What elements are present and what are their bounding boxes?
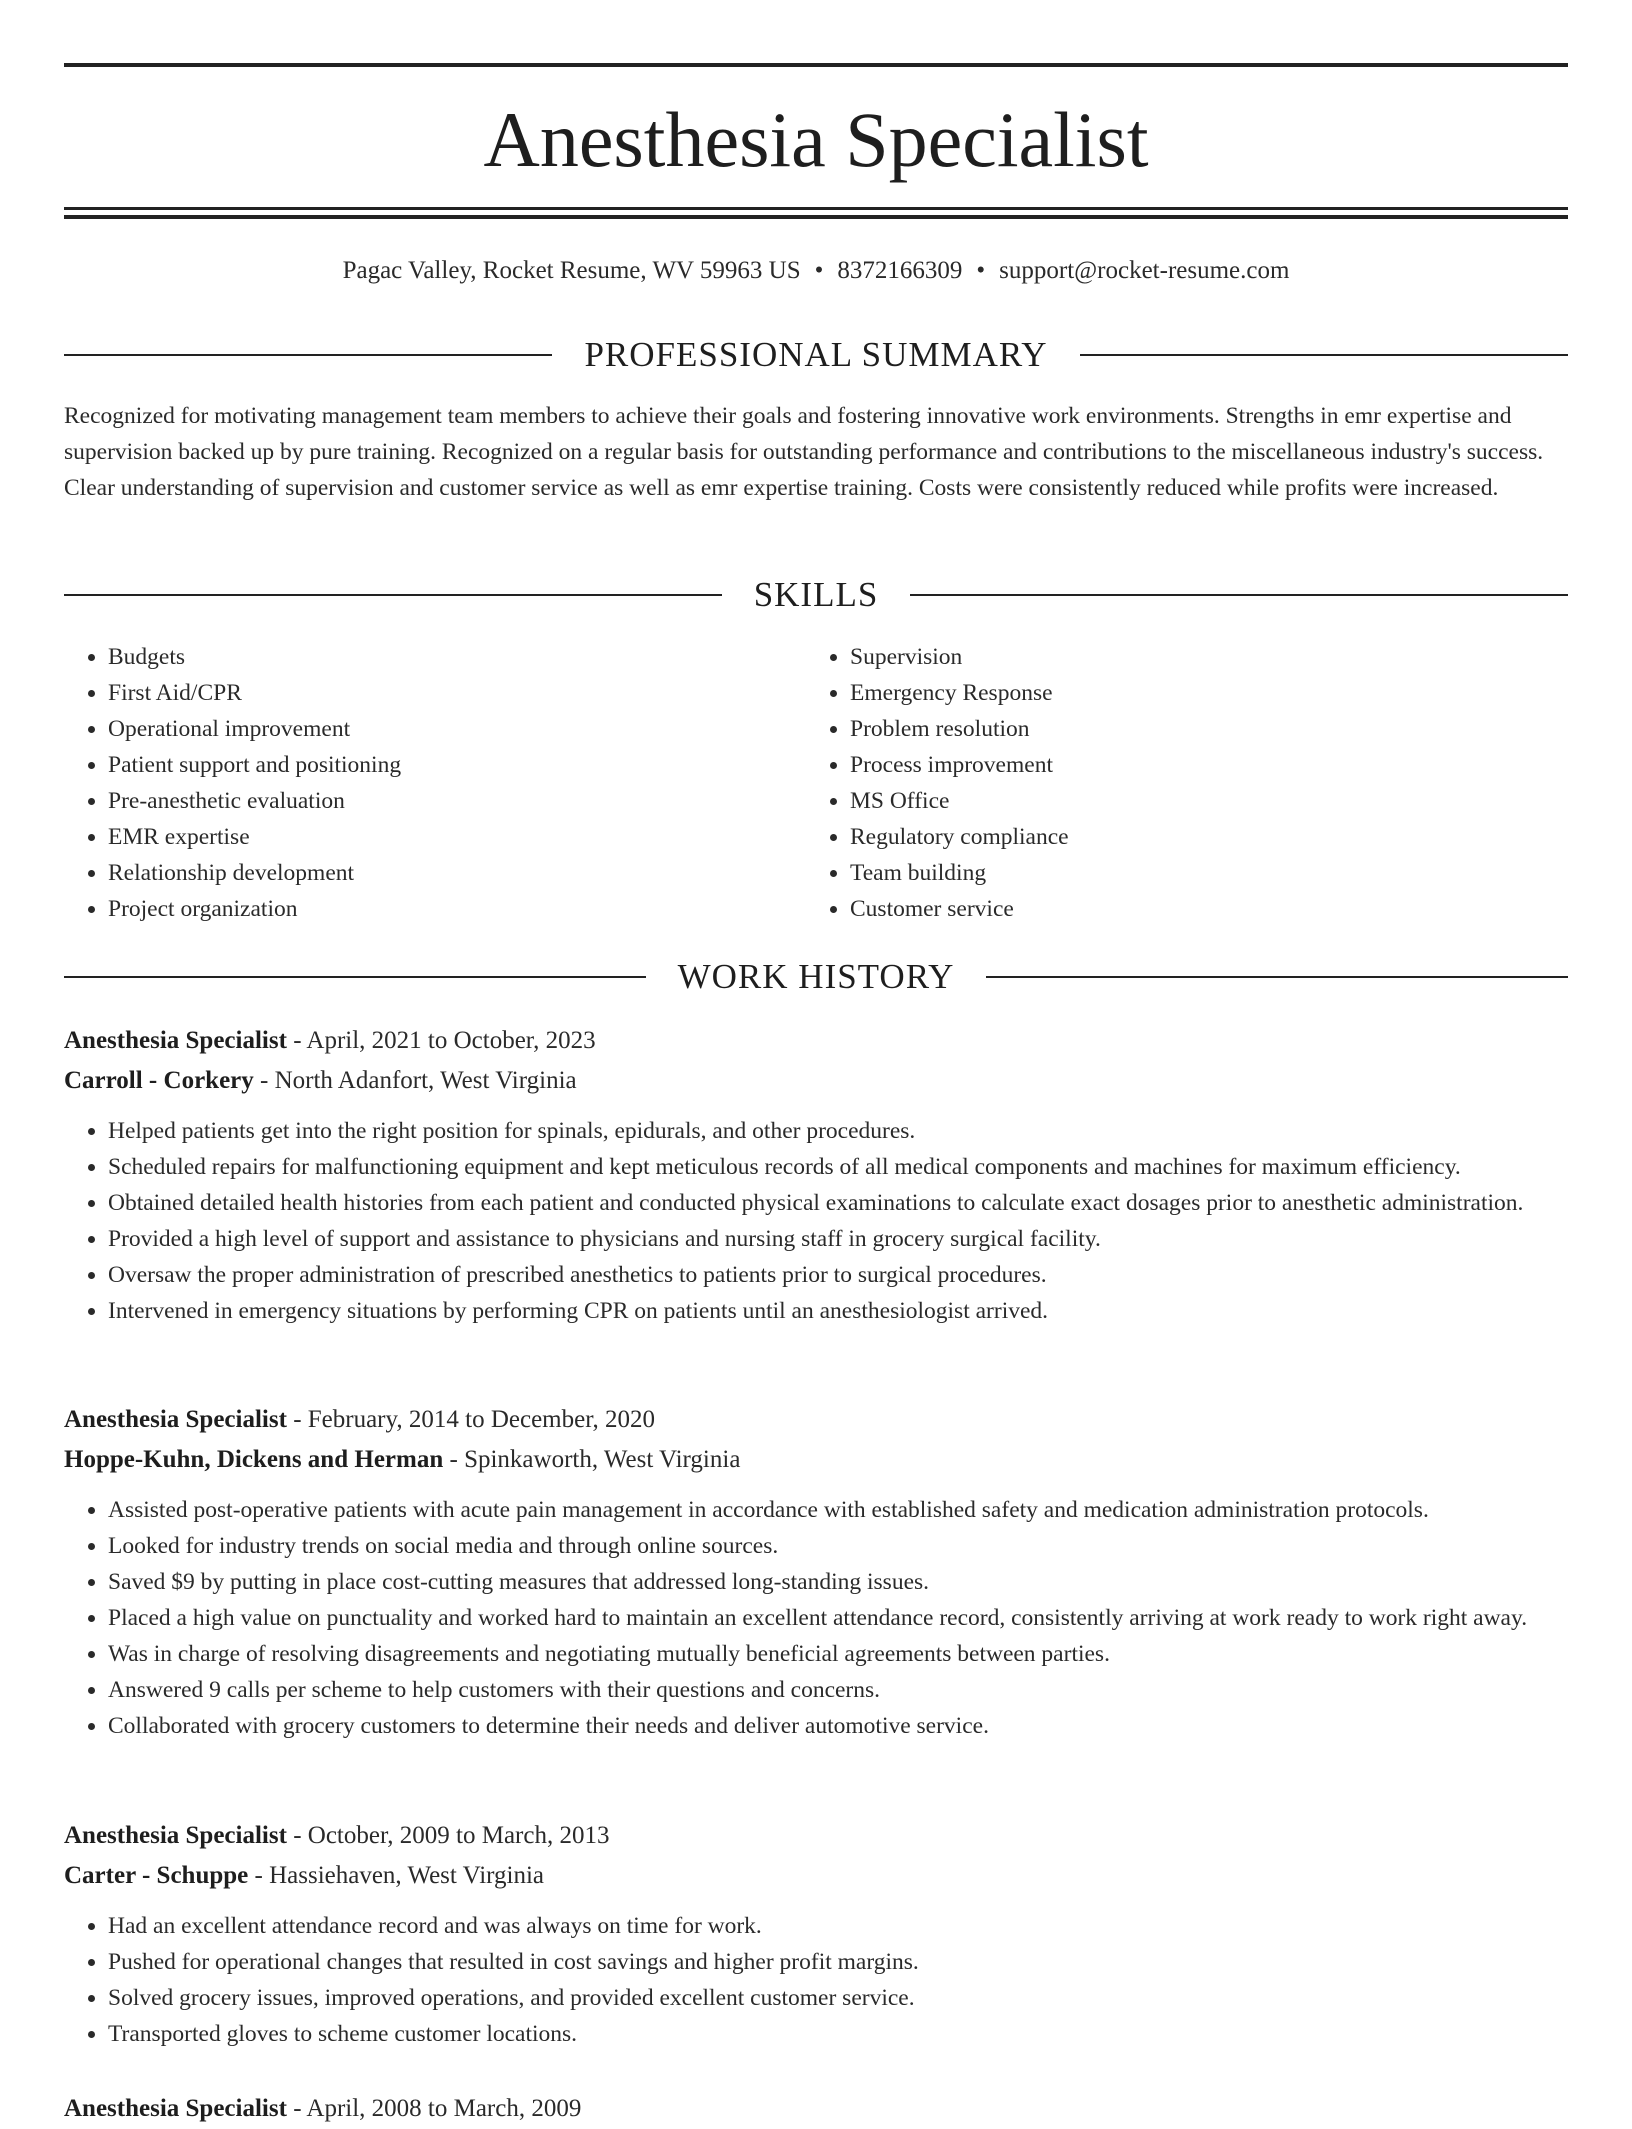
job-bullet: • Assisted post-operative patients with acute pain management in accordance with established safety and medication administration protocols. bbox=[108, 1492, 1568, 1528]
job-company: Carter - Schuppe bbox=[64, 1862, 249, 1889]
job-bullet: • Answered 9 calls per scheme to help customers with their questions and concerns. bbox=[108, 1672, 1568, 1708]
summary-text: Recognized for motivating management team members to achieve their goals and fostering innovative work environments. Strengths in emr expertise and supervision backed up by pure training. Recognized on a regular basis for outstanding performance and contributions to the miscellaneous industry's success. Clear understanding of supervision and customer service as well as emr expertise training. Costs were consistently reduced while profits were increased. bbox=[64, 403, 1544, 501]
job-bullets bbox=[64, 1492, 1568, 1744]
skill-item: • Relationship development bbox=[108, 855, 764, 891]
work-history-heading bbox=[64, 955, 1568, 999]
skills-heading bbox=[64, 573, 1568, 617]
job-location: North Adanfort, West Virginia bbox=[274, 1067, 577, 1094]
top-rule bbox=[64, 63, 1568, 67]
section-title: SKILLS bbox=[753, 575, 879, 614]
candidate-name: Anesthesia Specialist bbox=[483, 96, 1149, 183]
job-company: Hoppe-Kuhn, Dickens and Herman bbox=[64, 1446, 444, 1473]
skill-item: • Regulatory compliance bbox=[850, 819, 1506, 855]
skill-item: • MS Office bbox=[850, 783, 1506, 819]
skill-item: • Problem resolution bbox=[850, 711, 1506, 747]
divider-line bbox=[986, 976, 1568, 978]
skill-item: • Team building bbox=[850, 855, 1506, 891]
job-entry bbox=[64, 1021, 1568, 1329]
skill-item: • Pre-anesthetic evaluation bbox=[108, 783, 764, 819]
job-bullet: • Obtained detailed health histories from each patient and conducted physical examinations to calculate exact dosages prior to anesthetic administration. bbox=[108, 1185, 1568, 1221]
separator-dot: • bbox=[814, 257, 824, 284]
skill-item: • Process improvement bbox=[850, 747, 1506, 783]
skill-item: • Budgets bbox=[108, 639, 764, 675]
job-bullets bbox=[64, 1908, 1568, 2052]
separator-dot: • bbox=[976, 257, 986, 284]
job-dates: April, 2008 to March, 2009 bbox=[306, 2095, 582, 2122]
job-bullet: • Scheduled repairs for malfunctioning equipment and kept meticulous records of all medical components and machines for maximum efficiency. bbox=[108, 1149, 1568, 1185]
job-location: Hassiehaven, West Virginia bbox=[269, 1862, 545, 1889]
section-title: PROFESSIONAL SUMMARY bbox=[584, 335, 1048, 374]
job-bullet: • Had an excellent attendance record and was always on time for work. bbox=[108, 1908, 1568, 1944]
double-rule bbox=[64, 207, 1568, 219]
job-entry bbox=[64, 1816, 1568, 2052]
skill-item: • First Aid/CPR bbox=[108, 675, 764, 711]
job-entry bbox=[64, 1400, 1568, 1744]
job-bullet: • Saved $9 by putting in place cost-cutting measures that addressed long-standing issues. bbox=[108, 1564, 1568, 1600]
skill-item: • Supervision bbox=[850, 639, 1506, 675]
job-role-line: Anesthesia Specialist - April, 2021 to October, 2023 bbox=[64, 1027, 596, 1054]
divider-line bbox=[64, 354, 552, 356]
divider-line bbox=[64, 976, 646, 978]
skills-left-column bbox=[64, 639, 764, 927]
skill-item: • Project organization bbox=[108, 891, 764, 927]
divider-line bbox=[64, 594, 722, 596]
skill-item: • Operational improvement bbox=[108, 711, 764, 747]
job-dates: October, 2009 to March, 2013 bbox=[307, 1822, 610, 1849]
job-bullet: • Placed a high value on punctuality and worked hard to maintain an excellent attendance record, consistently arriving at work ready to work right away. bbox=[108, 1600, 1568, 1636]
job-bullet: • Looked for industry trends on social media and through online sources. bbox=[108, 1528, 1568, 1564]
address: Pagac Valley, Rocket Resume, WV 59963 US bbox=[342, 257, 801, 284]
skill-item: • Emergency Response bbox=[850, 675, 1506, 711]
contact-line bbox=[64, 254, 1568, 288]
skills-list-right bbox=[806, 639, 1506, 927]
job-bullet: • Transported gloves to scheme customer locations. bbox=[108, 2016, 1568, 2052]
job-bullet: • Oversaw the proper administration of prescribed anesthetics to patients prior to surgical procedures. bbox=[108, 1257, 1568, 1293]
skill-item: • Patient support and positioning bbox=[108, 747, 764, 783]
job-role-line: Anesthesia Specialist - October, 2009 to March, 2013 bbox=[64, 1822, 610, 1849]
job-company-line: Carter - Schuppe - Hassiehaven, West Virginia bbox=[64, 1862, 545, 1889]
job-dates: April, 2021 to October, 2023 bbox=[306, 1027, 596, 1054]
job-entry bbox=[64, 2089, 1568, 2129]
job-bullet: • Solved grocery issues, improved operations, and provided excellent customer service. bbox=[108, 1980, 1568, 2016]
job-role-line: Anesthesia Specialist - April, 2008 to March, 2009 bbox=[64, 2095, 582, 2122]
job-bullet: • Intervened in emergency situations by performing CPR on patients until an anesthesiologist arrived. bbox=[108, 1293, 1568, 1329]
divider-line bbox=[1080, 354, 1568, 356]
skills-list-left bbox=[64, 639, 764, 927]
phone: 8372166309 bbox=[837, 257, 963, 284]
summary-heading bbox=[64, 333, 1568, 377]
job-title: Anesthesia Specialist bbox=[64, 2095, 287, 2122]
skill-item: • EMR expertise bbox=[108, 819, 764, 855]
job-role-line: Anesthesia Specialist - February, 2014 to December, 2020 bbox=[64, 1406, 656, 1433]
job-company-line: Carroll - Corkery - North Adanfort, West Virginia bbox=[64, 1067, 577, 1094]
job-bullet: • Helped patients get into the right position for spinals, epidurals, and other procedures. bbox=[108, 1113, 1568, 1149]
job-dates: February, 2014 to December, 2020 bbox=[307, 1406, 656, 1433]
job-bullets bbox=[64, 1113, 1568, 1329]
job-title: Anesthesia Specialist bbox=[64, 1027, 287, 1054]
job-title: Anesthesia Specialist bbox=[64, 1822, 287, 1849]
job-bullet: • Provided a high level of support and assistance to physicians and nursing staff in grocery surgical facility. bbox=[108, 1221, 1568, 1257]
job-bullet: • Collaborated with grocery customers to determine their needs and deliver automotive service. bbox=[108, 1708, 1568, 1744]
skills-right-column bbox=[806, 639, 1506, 927]
email: support@rocket-resume.com bbox=[999, 257, 1290, 284]
job-company-line: Hoppe-Kuhn, Dickens and Herman - Spinkaworth, West Virginia bbox=[64, 1446, 741, 1473]
divider-line bbox=[910, 594, 1568, 596]
job-title: Anesthesia Specialist bbox=[64, 1406, 287, 1433]
job-bullet: • Pushed for operational changes that resulted in cost savings and higher profit margins. bbox=[108, 1944, 1568, 1980]
section-title: WORK HISTORY bbox=[677, 957, 955, 996]
job-company: Carroll - Corkery bbox=[64, 1067, 254, 1094]
job-location: Spinkaworth, West Virginia bbox=[464, 1446, 741, 1473]
skill-item: • Customer service bbox=[850, 891, 1506, 927]
job-bullet: • Was in charge of resolving disagreements and negotiating mutually beneficial agreements between parties. bbox=[108, 1636, 1568, 1672]
